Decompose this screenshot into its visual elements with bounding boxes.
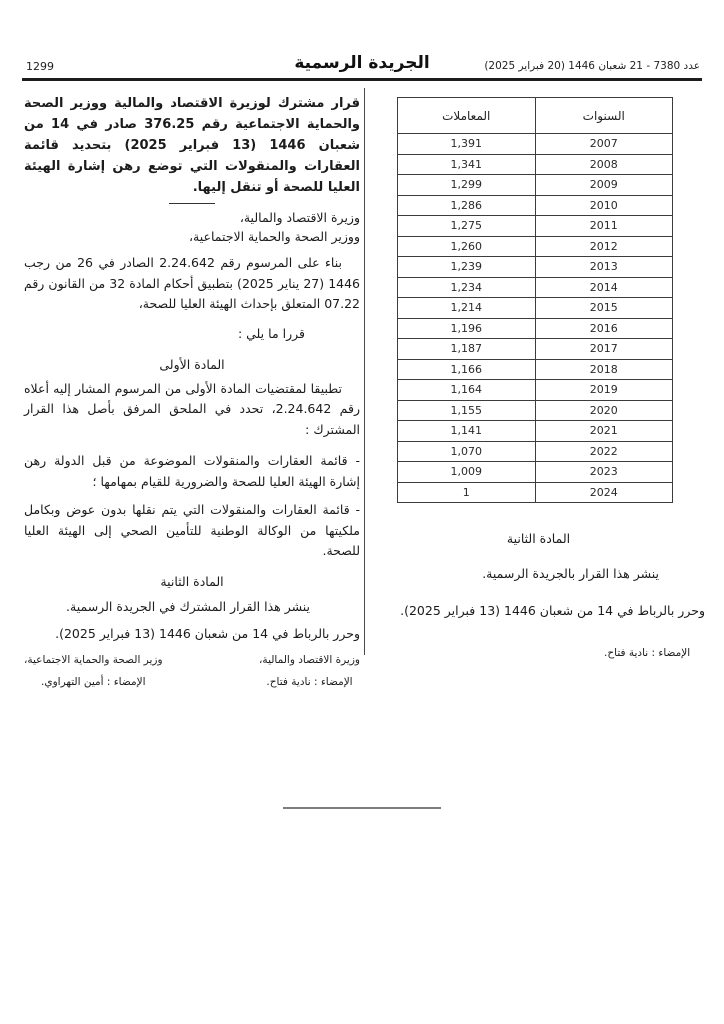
signatures-block	[24, 649, 360, 693]
header-double-rule	[22, 78, 702, 81]
transactions-cell: 1,009	[398, 462, 536, 483]
year-cell: 2022	[535, 441, 673, 462]
page-number: 1299	[26, 60, 54, 73]
year-cell: 2008	[535, 154, 673, 175]
table-row	[398, 421, 673, 442]
year-cell: 2023	[535, 462, 673, 483]
table-row	[398, 359, 673, 380]
table-row	[398, 339, 673, 360]
transactions-cell: 1,214	[398, 298, 536, 319]
years-column-header: السنوات	[535, 98, 673, 134]
bullet1-paragraph: - قائمة العقارات والمنقولات الموضوعة من قبل الدولة رهن إشارة الهيئة العليا للصحة والضرورية للقيام بمهامها ؛	[24, 453, 360, 489]
gazette-title: الجريدة الرسمية	[294, 53, 430, 73]
transactions-table	[397, 97, 673, 503]
year-cell: 2012	[535, 236, 673, 257]
transactions-cell: 1,164	[398, 380, 536, 401]
decided-line: قررا ما يلي :	[237, 325, 305, 341]
table-row	[398, 257, 673, 278]
issue-info: عدد 7380 - 21 شعبان 1446 (20 فبراير 2025)	[484, 60, 700, 72]
year-cell: 2011	[535, 216, 673, 237]
table-row	[398, 134, 673, 155]
year-cell: 2024	[535, 482, 673, 503]
signature-right-column: الإمضاء : نادية فتاح.	[604, 647, 691, 659]
table-row	[398, 318, 673, 339]
transactions-cell: 1	[398, 482, 536, 503]
left-column	[24, 93, 360, 693]
bullet2-paragraph: - قائمة العقارات والمنقولات التي يتم نقلها بدون عوض وبكامل ملكيتها من الوكالة الوطنية للتأمين الصحي إلى الهيئة العليا للصحة.	[24, 502, 360, 558]
transactions-cell: 1,260	[398, 236, 536, 257]
column-divider	[364, 88, 365, 655]
transactions-cell: 1,166	[398, 359, 536, 380]
transactions-cell: 1,286	[398, 195, 536, 216]
table-header-row	[398, 98, 673, 134]
table-row	[398, 482, 673, 503]
year-cell: 2015	[535, 298, 673, 319]
transactions-cell: 1,299	[398, 175, 536, 196]
article1-paragraph: تطبيقا لمقتضيات المادة الأولى من المرسوم المشار إليه أعلاه رقم 2.24.642، تحدد في الملحق المرفق بأصل هذا القرار المشترك :	[24, 380, 360, 437]
decree-title: قرار مشترك لوزيرة الاقتصاد والمالية ووزير الصحة والحماية الاجتماعية رقم 376.25 صادر في 14 من شعبان 1446 (13 فبراير 2025) بتحديد قائمة العقارات والمنقولات التي توضع رهن إشارة الهيئة العليا للصحة أو تنقل إليها.	[24, 96, 361, 195]
transactions-cell: 1,275	[398, 216, 536, 237]
year-cell: 2013	[535, 257, 673, 278]
publish-paragraph-left: ينشر هذا القرار المشترك في الجريدة الرسمية.	[66, 598, 310, 614]
transactions-cell: 1,391	[398, 134, 536, 155]
minister1-line: وزيرة الاقتصاد والمالية،	[239, 210, 360, 225]
year-cell: 2017	[535, 339, 673, 360]
table-row	[398, 236, 673, 257]
table-row	[398, 195, 673, 216]
year-cell: 2009	[535, 175, 673, 196]
signature-name: الإمضاء : نادية فتاح.	[266, 675, 353, 688]
year-cell: 2016	[535, 318, 673, 339]
title-separator	[169, 203, 215, 204]
signature-block-economy	[259, 649, 360, 693]
table-row	[398, 277, 673, 298]
transactions-cell: 1,155	[398, 400, 536, 421]
transactions-cell: 1,234	[398, 277, 536, 298]
table-row	[398, 216, 673, 237]
year-cell: 2019	[535, 380, 673, 401]
table-row	[398, 175, 673, 196]
article2-heading-left: المادة الثانية	[160, 573, 224, 589]
article2-heading-right: المادة الثانية	[506, 531, 571, 546]
year-cell: 2010	[535, 195, 673, 216]
year-cell: 2014	[535, 277, 673, 298]
signature-name: الإمضاء : أمين التهراوي.	[41, 675, 146, 688]
table-row	[398, 154, 673, 175]
article1-heading: المادة الأولى	[159, 356, 225, 372]
transactions-cell: 1,070	[398, 441, 536, 462]
transactions-column-header: المعاملات	[398, 98, 536, 134]
year-cell: 2007	[535, 134, 673, 155]
preamble-paragraph: بناء على المرسوم رقم 2.24.642 الصادر في 26 من رجب 1446 (27 يناير 2025) بتطبيق أحكام المادة 32 من القانون رقم 07.22 المتعلق بإحداث الهيئة العليا للصحة،	[24, 255, 361, 311]
minister2-line: ووزير الصحة والحماية الاجتماعية،	[188, 229, 360, 244]
year-cell: 2021	[535, 421, 673, 442]
issued-paragraph-right: وحرر بالرباط في 14 من شعبان 1446 (13 فبراير 2025).	[400, 603, 705, 618]
issued-paragraph-left: وحرر بالرباط في 14 من شعبان 1446 (13 فبراير 2025).	[55, 626, 360, 641]
table-row	[398, 400, 673, 421]
transactions-cell: 1,141	[398, 421, 536, 442]
right-column	[372, 90, 705, 661]
table-row	[398, 441, 673, 462]
table-row	[398, 380, 673, 401]
publish-paragraph-right: ينشر هذا القرار بالجريدة الرسمية.	[482, 566, 659, 581]
transactions-cell: 1,341	[398, 154, 536, 175]
transactions-cell: 1,196	[398, 318, 536, 339]
signature-block-health	[24, 649, 163, 693]
year-cell: 2020	[535, 400, 673, 421]
end-rule	[283, 807, 441, 809]
table-header	[398, 98, 673, 134]
transactions-cell: 1,239	[398, 257, 536, 278]
year-cell: 2018	[535, 359, 673, 380]
table-body	[398, 134, 673, 503]
transactions-cell: 1,187	[398, 339, 536, 360]
table-row	[398, 462, 673, 483]
signature-title: وزير الصحة والحماية الاجتماعية،	[24, 653, 163, 666]
signature-title: وزيرة الاقتصاد والمالية،	[259, 653, 360, 666]
table-row	[398, 298, 673, 319]
